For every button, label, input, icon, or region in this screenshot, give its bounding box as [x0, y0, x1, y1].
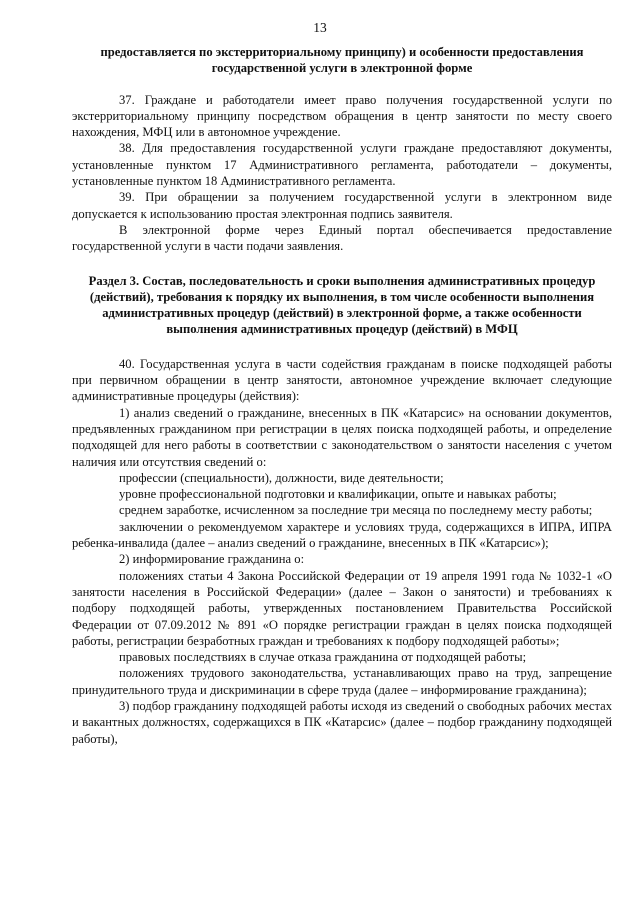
- sub-item-law: положениях статьи 4 Закона Российской Федерации от 19 апреля 1991 года № 1032-1 «О занятости населения в Российской Федерации» (далее – Закон о занятости) и требованиях к подбору подходящей работы, утвержденных постановлением Правительства Российской Федерации от 07.09.2012 № 891 «О порядке регистрации граждан в целях поиска подходящей работы, регистрации безработных граждан и требованиях к подбору подходящей работы»;: [72, 568, 612, 648]
- sub-item-salary: среднем заработке, исчисленном за последние три месяца по последнему месту работы;: [119, 503, 593, 518]
- list-item-2: 2) информирование гражданина о:: [119, 552, 305, 567]
- sub-item-consequences: правовых последствиях в случае отказа гражданина от подходящей работы;: [119, 650, 527, 665]
- paragraph-37: 37. Граждане и работодатели имеет право получения государственной услуги по экстерриториальному принципу посредством обращения в центр занятости по месту своего нахождения, МФЦ или в автономное учреждение.: [72, 92, 612, 140]
- list-item-1: 1) анализ сведений о гражданине, внесенных в ПК «Катарсис» на основании документов, предъявленных гражданином при регистрации в целях поиска подходящей работы, и определение подходящей для него работы в соответствии с законодательством о занятости населения с учетом наличия или отсутствия сведений о:: [72, 405, 612, 469]
- paragraph-39: 39. При обращении за получением государственной услуги в электронном виде допускается к использованию простая электронная подпись заявителя.: [72, 190, 612, 221]
- section-heading-3: Раздел 3. Состав, последовательность и сроки выполнения административных процедур (действий), требования к порядку их выполнения, в том числе особенности выполнения административных процедур (действий) в электронной форме, а также особенности выполнения административных процедур (действий) в МФЦ: [88, 273, 596, 337]
- sub-item-labor-law: положениях трудового законодательства, устанавливающих право на труд, запрещение принудительного труда и дискриминации в сфере труда (далее – информирование гражданина);: [72, 666, 612, 697]
- page-number: 13: [313, 20, 327, 35]
- sub-item-profession: профессии (специальности), должности, виде деятельности;: [119, 470, 444, 485]
- paragraph-40: 40. Государственная услуга в части содействия гражданам в поиске подходящей работы при первичном обращении в центр занятости, автономное учреждение включает следующие административные процедуры (действия):: [72, 356, 612, 404]
- section-heading-top: предоставляется по экстерриториальному принципу) и особенности предоставления государственной услуги в электронной форме: [100, 45, 584, 76]
- sub-item-ipra: заключении о рекомендуемом характере и условиях труда, содержащихся в ИПРА, ИПРА ребенка-инвалида (далее – анализ сведений о гражданине, внесенных в ПК «Катарсис»);: [72, 519, 612, 551]
- list-item-3: 3) подбор гражданину подходящей работы исходя из сведений о свободных рабочих местах и вакантных должностях, содержащихся в ПК «Катарсис» (далее – подбор гражданину подходящей работы),: [72, 698, 612, 746]
- paragraph-electronic-form: В электронной форме через Единый портал обеспечивается предоставление государственной услуги в части подачи заявления.: [72, 222, 612, 254]
- sub-item-qualification: уровне профессиональной подготовки и квалификации, опыте и навыках работы;: [119, 487, 557, 502]
- document-body: [72, 44, 612, 747]
- paragraph-38: 38. Для предоставления государственной услуги граждане предоставляют документы, установленные пунктом 17 Административного регламента, работодатели – документы, установленные пунктом 18 Административного регламента.: [72, 141, 612, 189]
